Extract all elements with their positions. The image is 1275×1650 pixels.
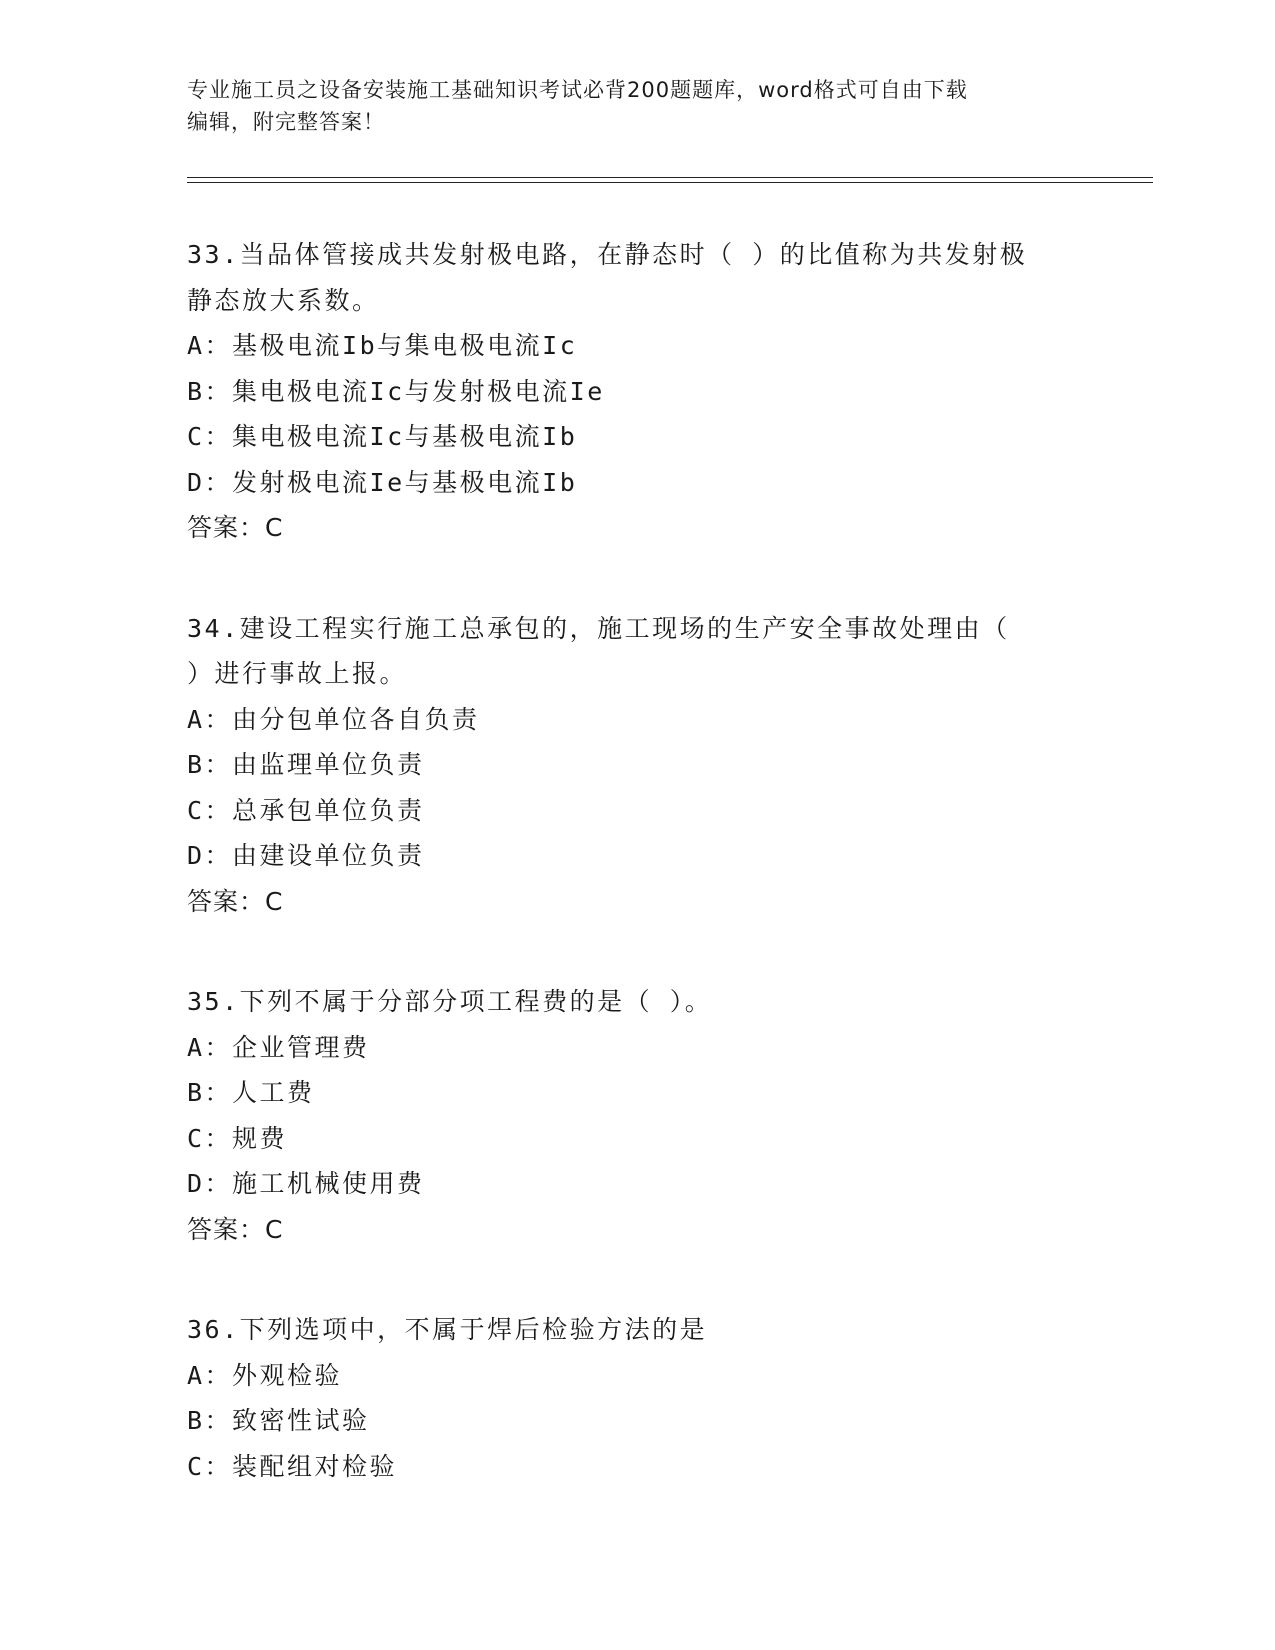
option-b: B：由监理单位负责 <box>187 750 425 779</box>
question-stem: 34.建设工程实行施工总承包的，施工现场的生产安全事故处理由（ <box>187 613 1010 643</box>
question-34 <box>187 606 1067 925</box>
question-stem-continued: 静态放大系数。 <box>187 285 380 315</box>
answer-line: 答案：C <box>187 886 284 916</box>
option-a: A：由分包单位各自负责 <box>187 704 480 734</box>
option-d: D：施工机械使用费 <box>187 1169 425 1198</box>
question-list <box>187 232 1067 1544</box>
option-d: D：由建设单位负责 <box>187 841 425 870</box>
option-d: D：发射极电流Ie与基极电流Ib <box>187 467 578 497</box>
answer-line: 答案：C <box>187 1214 284 1244</box>
header-divider-top <box>187 177 1153 178</box>
option-b: B：人工费 <box>187 1078 315 1107</box>
header-line-2: 编辑，附完整答案！ <box>187 110 385 134</box>
header-divider-bottom <box>187 182 1153 183</box>
option-a: A：基极电流Ib与集电极电流Ic <box>187 331 578 360</box>
option-b: B：致密性试验 <box>187 1406 370 1435</box>
option-c: C：规费 <box>187 1123 288 1153</box>
option-c: C：总承包单位负责 <box>187 795 425 825</box>
question-36 <box>187 1307 1067 1489</box>
option-a: A：企业管理费 <box>187 1032 370 1062</box>
question-stem-continued: ）进行事故上报。 <box>187 659 408 688</box>
document-header <box>187 74 1067 138</box>
question-35 <box>187 979 1067 1252</box>
option-c: C：装配组对检验 <box>187 1451 398 1481</box>
answer-line: 答案：C <box>187 513 284 542</box>
question-stem: 35.下列不属于分部分项工程费的是（ ）。 <box>187 987 713 1016</box>
question-stem: 33.当品体管接成共发射极电路，在静态时（ ）的比值称为共发射极 <box>187 240 1028 269</box>
header-line-1: 专业施工员之设备安装施工基础知识考试必背200题题库，word格式可自由下载 <box>187 78 968 102</box>
option-a: A：外观检验 <box>187 1360 343 1390</box>
question-33 <box>187 232 1067 551</box>
question-stem: 36.下列选项中，不属于焊后检验方法的是 <box>187 1315 708 1344</box>
option-b: B：集电极电流Ic与发射极电流Ie <box>187 376 605 406</box>
option-c: C：集电极电流Ic与基极电流Ib <box>187 422 578 451</box>
